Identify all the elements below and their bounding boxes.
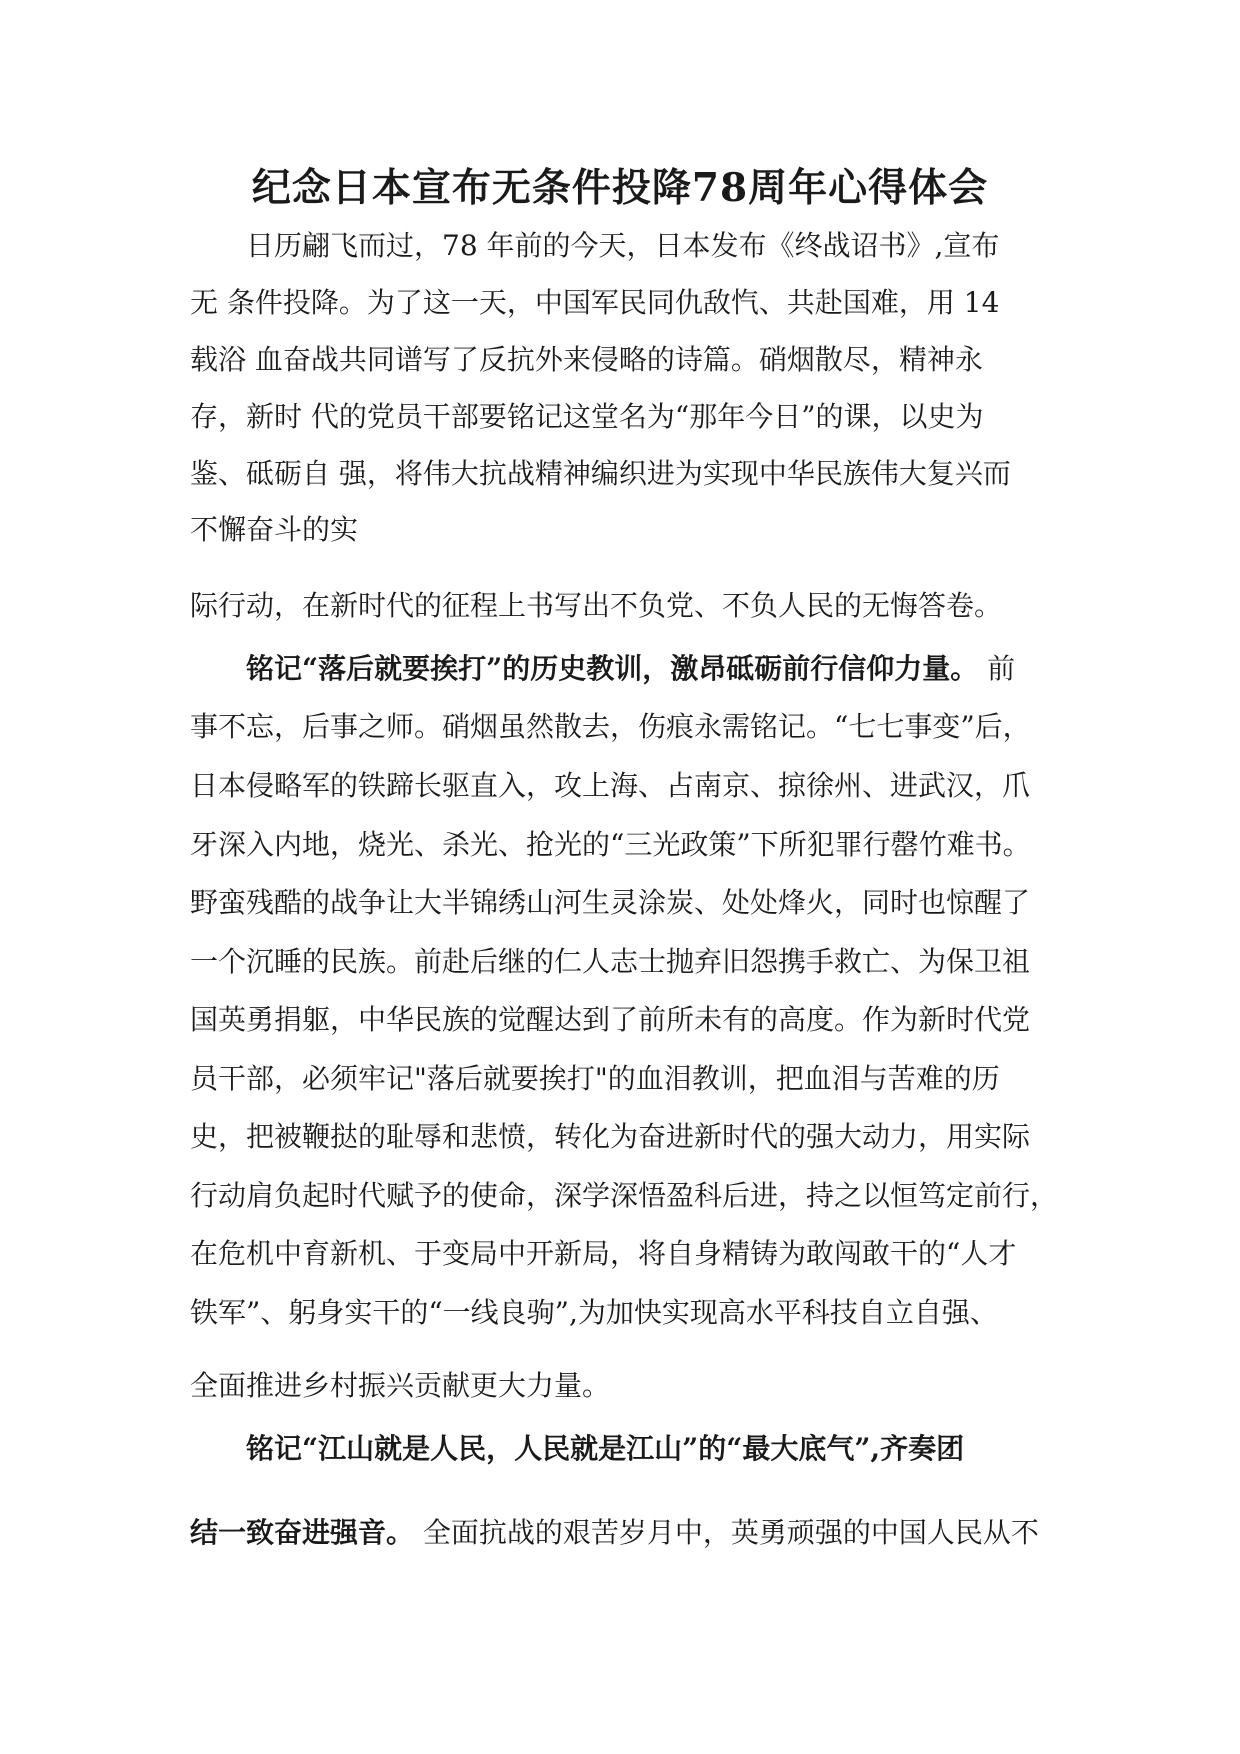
paragraph-1-line-2: 无 条件投降。为了这一天，中国军民同仇敌忾、共赴国难，用 14 — [190, 286, 1000, 319]
section-3-lead-text: 全面抗战的艰苦岁月中，英勇顽强的中国人民从不 — [414, 1516, 1039, 1549]
section-2-line: 日本侵略军的铁蹄长驱直入，攻上海、占南京、掠徐州、进武汉，爪 — [190, 769, 1031, 802]
section-2-line: 史，把被鞭挞的耻辱和悲愤，转化为奋进新时代的强大动力，用实际 — [190, 1120, 1031, 1153]
section-2-first-line — [246, 651, 1015, 687]
section-2-line: 国英勇捐躯，中华民族的觉醒达到了前所未有的高度。作为新时代党 — [190, 1003, 1031, 1036]
section-2-line: 全面推进乡村振兴贡献更大力量。 — [190, 1369, 611, 1402]
paragraph-1-line-1: 日历翩飞而过，78 年前的今天，日本发布《终战诏书》,宣布 — [246, 229, 1000, 262]
section-2-heading: 铭记“落后就要挨打”的历史教训，激昂砥砺前行信仰力量。 — [246, 652, 979, 685]
section-2-line: 事不忘，后事之师。硝烟虽然散去，伤痕永需铭记。“七七事变”后， — [190, 710, 1031, 743]
paragraph-1-line-5: 鉴、砥砺自 强，将伟大抗战精神编织进为实现中华民族伟大复兴而 — [190, 457, 1011, 490]
paragraph-1-line-4: 存，新时 代的党员干部要铭记这堂名为“那年今日”的课，以史为 — [190, 400, 984, 433]
section-2-line: 牙深入内地，烧光、杀光、抢光的“三光政策”下所犯罪行罄竹难书。 — [190, 828, 1031, 861]
section-2-line: 野蛮残酷的战争让大半锦绣山河生灵涂炭、处处烽火，同时也惊醒了 — [190, 886, 1031, 919]
section-3-heading-end: 结一致奋进强音。 — [190, 1516, 415, 1549]
section-2-line: 一个沉睡的民族。前赴后继的仁人志士抛弃旧怨携手救亡、为保卫祖 — [190, 945, 1031, 978]
section-2-line: 在危机中育新机、于变局中开新局，将自身精铸为敢闯敢干的“人才 — [190, 1237, 1017, 1270]
section-3-heading-line-1: 铭记“江山就是人民，人民就是江山”的“最大底气”,齐奏团 — [246, 1432, 965, 1465]
section-2-line: 铁军”、躬身实干的“一线良驹”,为加快实现高水平科技自立自强、 — [190, 1296, 998, 1329]
section-2-line: 行动肩负起时代赋予的使命，深学深悟盈科后进，持之以恒笃定前行， — [190, 1179, 1059, 1212]
document-title: 纪念日本宣布无条件投降78周年心得体会 — [251, 165, 989, 211]
section-3-line-2 — [190, 1515, 1039, 1551]
paragraph-1-line-6: 不懈奋斗的实 — [190, 513, 359, 546]
section-2-lead-text: 前 — [978, 652, 1016, 685]
section-2-line: 员干部，必须牢记"落后就要挨打"的血泪教训，把血泪与苦难的历 — [190, 1062, 1000, 1095]
paragraph-1-line-3: 载浴 血奋战共同谱写了反抗外来侵略的诗篇。硝烟散尽，精神永 — [190, 343, 983, 376]
paragraph-1-line-7: 际行动，在新时代的征程上书写出不负党、不负人民的无悔答卷。 — [190, 589, 1003, 622]
